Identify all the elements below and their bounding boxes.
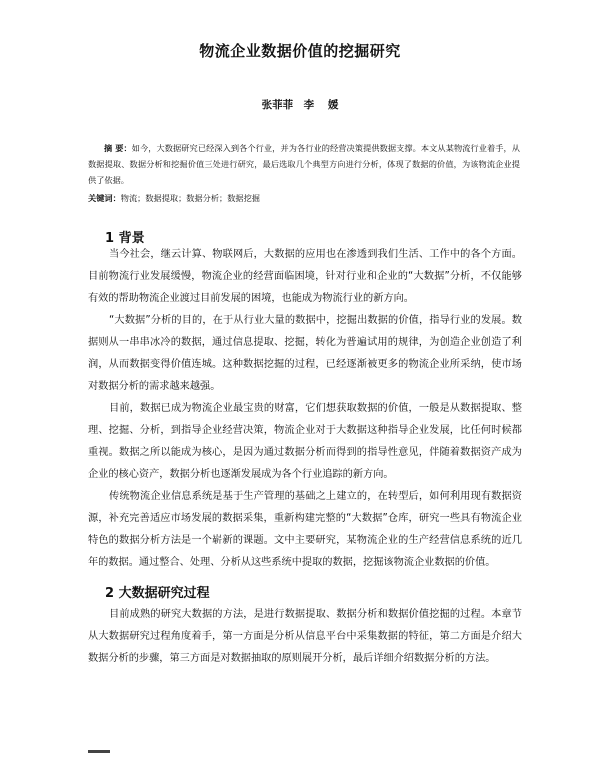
keywords-label: 关键词：	[88, 193, 121, 203]
section-body-research-process	[88, 604, 522, 670]
abstract	[88, 140, 520, 188]
section-body-background	[88, 244, 522, 574]
paragraph: 传统物流企业信息系统是基于生产管理的基础之上建立的，在转型后，如何利用现有数据资源，补充完善适应市场发展的数据采集，重新构建完整的“大数据”仓库，研究一些具有物流企业特色的数据分析方法是一个崭新的课题。文中主要研究，某物流企业的生产经营信息系统的近几年的数据。通过整合、处理、分析从这些系统中提取的数据，挖掘该物流企业数据的价值。	[88, 491, 522, 568]
abstract-label: 摘 要：	[104, 143, 132, 153]
paragraph: 目前成熟的研究大数据的方法，是进行数据提取、数据分析和数据价值挖掘的过程。本章节从大数据研究过程角度着手，第一方面是分析从信息平台中采集数据的特征，第二方面是介绍大数据分析的步骤，第三方面是对数据抽取的原则展开分析，最后详细介绍数据分析的方法。	[88, 609, 522, 664]
keywords	[88, 190, 520, 206]
section-heading-research-process: 2 大数据研究过程	[105, 586, 210, 601]
abstract-text: 如今，大数据研究已经深入到各个行业，并为各行业的经营决策提供数据支撑。本文从某物流行业着手，从数据提取、数据分析和挖掘价值三处进行研究，最后选取几个典型方向进行分析，体现了数据的价值，为该物流企业提供了依据。	[88, 143, 520, 185]
paragraph: 目前，数据已成为物流企业最宝贵的财富，它们想获取数据的价值，一般是从数据提取、整理、挖掘、分析，到指导企业经营决策，物流企业对于大数据这种指导企业发展，比任何时候都重视。数据之所以能成为核心，是因为通过数据分析而得到的指导性意见，伴随着数据资产成为企业的核心资产，数据分析也逐渐发展成为各个行业追踪的新方向。	[88, 403, 522, 480]
paragraph: 当今社会，继云计算、物联网后，大数据的应用也在渗透到我们生活、工作中的各个方面。目前物流行业发展缓慢，物流企业的经营面临困境，针对行业和企业的“大数据”分析，不仅能够有效的帮助物流企业渡过目前发展的困境，也能成为物流行业的新方向。	[88, 249, 522, 304]
page-footer-mark	[88, 750, 110, 753]
paper-authors: 张菲菲 李 媛	[261, 99, 339, 111]
keywords-text: 物流；数据提取；数据分析；数据挖掘	[120, 193, 260, 203]
section-heading-background: 1 背景	[105, 231, 145, 246]
paper-title: 物流企业数据价值的挖掘研究	[199, 42, 401, 60]
paragraph: “大数据”分析的目的，在于从行业大量的数据中，挖掘出数据的价值，指导行业的发展。数据则从一串串冰冷的数据，通过信息提取、挖掘，转化为普遍试用的规律，为创造企业创造了利润，从而数据变得价值连城。这种数据挖掘的过程，已经逐渐被更多的物流企业所采纳，使市场对数据分析的需求越来越强。	[88, 315, 522, 392]
